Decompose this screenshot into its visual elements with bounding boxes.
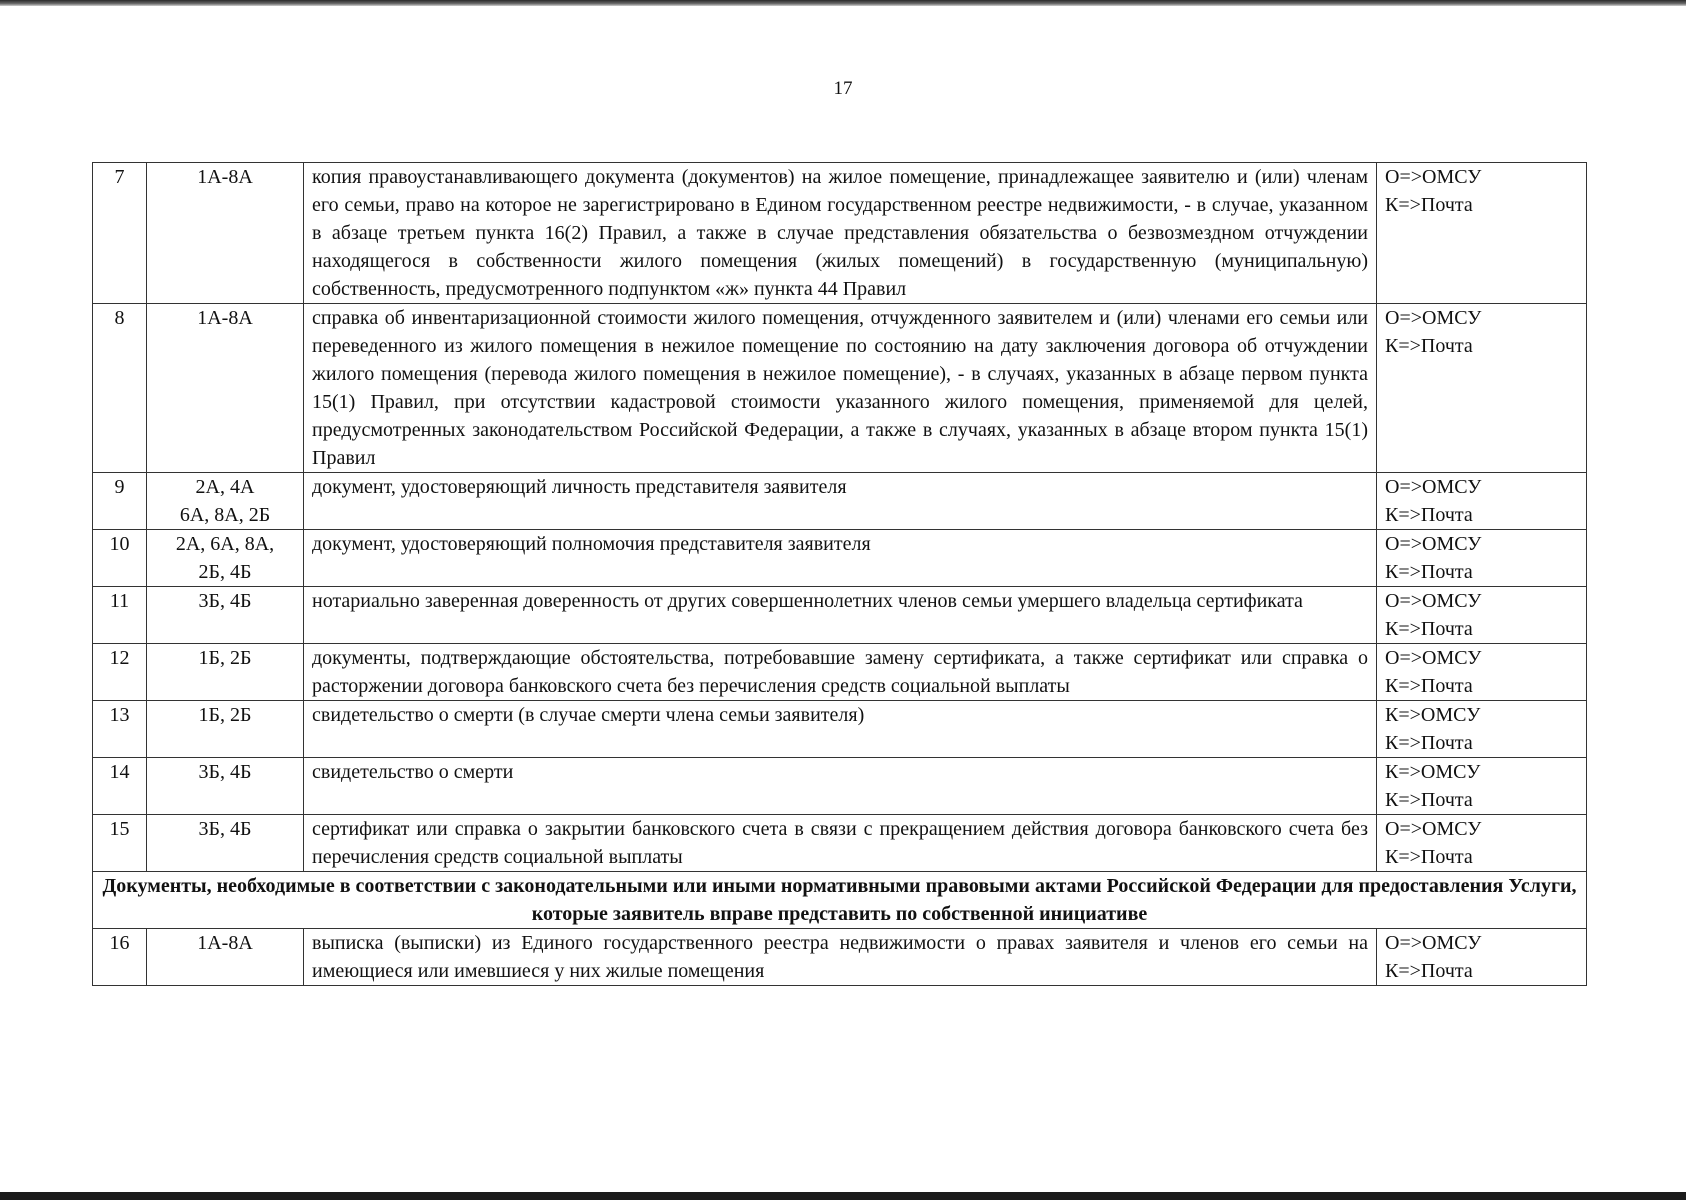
- category-line: 3Б, 4Б: [198, 761, 252, 783]
- row-number: 8: [93, 304, 147, 473]
- method-line: К=>Почта: [1385, 504, 1473, 526]
- category-line: 3Б, 4Б: [198, 818, 252, 840]
- method-line: К=>Почта: [1385, 335, 1473, 357]
- submission-method: [1377, 815, 1587, 872]
- document-description: нотариально заверенная доверенность от других совершеннолетних членов семьи умершего владельца сертификата: [304, 587, 1377, 644]
- submission-method: [1377, 163, 1587, 304]
- category-line: 1А-8А: [197, 307, 253, 329]
- submission-method: [1377, 701, 1587, 758]
- category-line: 2А, 4А: [195, 476, 255, 498]
- applicant-categories: [147, 163, 304, 304]
- applicant-categories: [147, 701, 304, 758]
- method-line: К=>Почта: [1385, 789, 1473, 811]
- method-line: К=>ОМСУ: [1385, 704, 1481, 726]
- document-description: сертификат или справка о закрытии банковского счета в связи с прекращением действия договора банковского счета без перечисления средств социальной выплаты: [304, 815, 1377, 872]
- submission-method: [1377, 587, 1587, 644]
- table-row: [93, 815, 1587, 872]
- scan-bottom-edge: [0, 1192, 1686, 1200]
- submission-method: [1377, 530, 1587, 587]
- category-line: 2Б, 4Б: [198, 561, 252, 583]
- documents-table: [92, 162, 1587, 986]
- submission-method: [1377, 929, 1587, 986]
- row-number: 10: [93, 530, 147, 587]
- method-line: К=>Почта: [1385, 675, 1473, 697]
- method-line: О=>ОМСУ: [1385, 590, 1482, 612]
- category-line: 3Б, 4Б: [198, 590, 252, 612]
- method-line: К=>Почта: [1385, 960, 1473, 982]
- section-table-body: [93, 929, 1587, 986]
- document-description: свидетельство о смерти: [304, 758, 1377, 815]
- category-line: 1А-8А: [197, 166, 253, 188]
- row-number: 16: [93, 929, 147, 986]
- submission-method: [1377, 644, 1587, 701]
- document-description: копия правоустанавливающего документа (документов) на жилое помещение, принадлежащее заявителю и (или) членам его семьи, право на которое не зарегистрировано в Едином государственном реестре недвижимости, - в случае, указанном в абзаце третьем пункта 16(2) Правил, а также в случае представления обязательства о безвозмездном отчуждении находящегося в собственности жилого помещения (жилых помещений) в государственную (муниципальную) собственность, предусмотренного подпунктом «ж» пункта 44 Правил: [304, 163, 1377, 304]
- category-line: 2А, 6А, 8А,: [175, 533, 275, 555]
- table-row: [93, 163, 1587, 304]
- submission-method: [1377, 473, 1587, 530]
- category-line: 1Б, 2Б: [198, 647, 252, 669]
- applicant-categories: [147, 530, 304, 587]
- row-number: 14: [93, 758, 147, 815]
- method-line: О=>ОМСУ: [1385, 476, 1482, 498]
- table-row: [93, 701, 1587, 758]
- table-row: [93, 473, 1587, 530]
- applicant-categories: [147, 758, 304, 815]
- applicant-categories: [147, 473, 304, 530]
- submission-method: [1377, 758, 1587, 815]
- document-description: выписка (выписки) из Единого государственного реестра недвижимости о правах заявителя и членов его семьи на имеющиеся или имевшиеся у них жилые помещения: [304, 929, 1377, 986]
- applicant-categories: [147, 929, 304, 986]
- document-description: документ, удостоверяющий полномочия представителя заявителя: [304, 530, 1377, 587]
- applicant-categories: [147, 815, 304, 872]
- applicant-categories: [147, 304, 304, 473]
- page-number: 17: [833, 78, 853, 99]
- table-row: [93, 530, 1587, 587]
- method-line: К=>Почта: [1385, 561, 1473, 583]
- method-line: О=>ОМСУ: [1385, 932, 1482, 954]
- document-description: справка об инвентаризационной стоимости жилого помещения, отчужденного заявителем и (или) членами его семьи или переведенного из жилого помещения в нежилое помещение по состоянию на дату заключения договора об отчуждении жилого помещения (перевода жилого помещения в нежилое помещение), - в случаях, указанных в абзаце первом пункта 15(1) Правил, при отсутствии кадастровой стоимости указанного жилого помещения, применяемой для целей, предусмотренных законодательством Российской Федерации, а также в случаях, указанных в абзаце втором пункта 15(1) Правил: [304, 304, 1377, 473]
- section-title: Документы, необходимые в соответствии с законодательными или иными нормативными правовыми актами Российской Федерации для предоставления Услуги, которые заявитель вправе представить по собственной инициативе: [93, 872, 1587, 929]
- section-header-row: [93, 872, 1587, 929]
- row-number: 9: [93, 473, 147, 530]
- table-row: [93, 644, 1587, 701]
- document-description: свидетельство о смерти (в случае смерти члена семьи заявителя): [304, 701, 1377, 758]
- document-description: документ, удостоверяющий личность представителя заявителя: [304, 473, 1377, 530]
- method-line: О=>ОМСУ: [1385, 166, 1482, 188]
- row-number: 15: [93, 815, 147, 872]
- table-row: [93, 587, 1587, 644]
- method-line: О=>ОМСУ: [1385, 647, 1482, 669]
- method-line: К=>Почта: [1385, 732, 1473, 754]
- method-line: О=>ОМСУ: [1385, 818, 1482, 840]
- document-description: документы, подтверждающие обстоятельства, потребовавшие замену сертификата, а также сертификат или справка о расторжении договора банковского счета без перечисления средств социальной выплаты: [304, 644, 1377, 701]
- applicant-categories: [147, 587, 304, 644]
- method-line: К=>ОМСУ: [1385, 761, 1481, 783]
- row-number: 11: [93, 587, 147, 644]
- table-row: [93, 758, 1587, 815]
- applicant-categories: [147, 644, 304, 701]
- category-line: 1Б, 2Б: [198, 704, 252, 726]
- method-line: К=>Почта: [1385, 846, 1473, 868]
- row-number: 12: [93, 644, 147, 701]
- documents-table-body: [93, 163, 1587, 872]
- method-line: О=>ОМСУ: [1385, 533, 1482, 555]
- row-number: 13: [93, 701, 147, 758]
- method-line: О=>ОМСУ: [1385, 307, 1482, 329]
- scan-top-edge: [0, 0, 1686, 6]
- category-line: 1А-8А: [197, 932, 253, 954]
- category-line: 6А, 8А, 2Б: [179, 504, 271, 526]
- submission-method: [1377, 304, 1587, 473]
- table-row: [93, 929, 1587, 986]
- row-number: 7: [93, 163, 147, 304]
- table-row: [93, 304, 1587, 473]
- method-line: К=>Почта: [1385, 194, 1473, 216]
- section-header-body: [93, 872, 1587, 929]
- method-line: К=>Почта: [1385, 618, 1473, 640]
